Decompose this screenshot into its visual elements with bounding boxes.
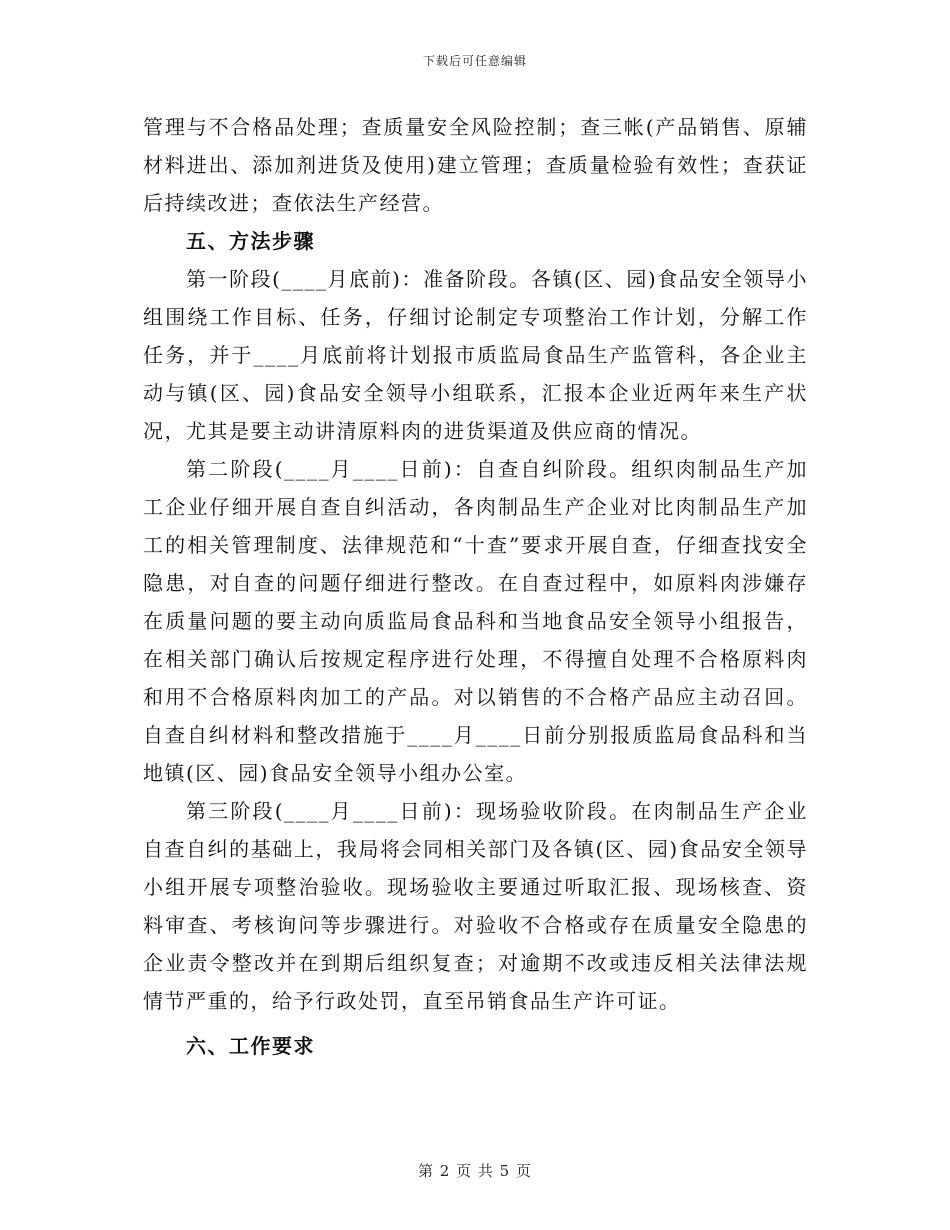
page-footer: 第 2 页 共 5 页 xyxy=(418,1162,532,1180)
paragraph-stage-one: 第一阶段(____月底前)：准备阶段。各镇(区、园)食品安全领导小组围绕工作目标、任务，仔细讨论制定专项整治工作计划，分解工作任务，并于____月底前将计划报市质监局食品生产监管科，各企业主动与镇(区、园)食品安全领导小组联系，汇报本企业近两年来生产状况，尤其是要主动讲清原料肉的进货渠道及供应商的情况。 xyxy=(143,267,808,443)
paragraph-continued: 管理与不合格品处理；查质量安全风险控制；查三帐(产品销售、原辅材料进出、添加剂进货及使用)建立管理；查质量检验有效性；查获证后持续改进；查依法生产经营。 xyxy=(143,115,808,215)
section-heading-requirements: 六、工作要求 xyxy=(186,1034,315,1058)
paragraph-stage-three: 第三阶段(____月____日前)：现场验收阶段。在肉制品生产企业自查自纠的基础上，我局将会同相关部门及各镇(区、园)食品安全领导小组开展专项整治验收。现场验收主要通过听取汇报、现场核查、资料审查、考核询问等步骤进行。对验收不合格或存在质量安全隐患的企业责令整改并在到期后组织复查；对逾期不改或违反相关法律法规情节严重的，给予行政处罚，直至吊销食品生产许可证。 xyxy=(143,799,808,1013)
document-body xyxy=(143,108,808,1065)
page-header: 下载后可任意编辑 xyxy=(422,54,527,68)
paragraph-stage-two: 第二阶段(____月____日前)：自查自纠阶段。组织肉制品生产加工企业仔细开展自查自纠活动，各肉制品生产企业对比肉制品生产加工的相关管理制度、法律规范和“十查”要求开展自查，仔细查找安全隐患，对自查的问题仔细进行整改。在自查过程中，如原料肉涉嫌存在质量问题的要主动向质监局食品科和当地食品安全领导小组报告，在相关部门确认后按规定程序进行处理，不得擅自处理不合格原料肉和用不合格原料肉加工的产品。对以销售的不合格产品应主动召回。自查自纠材料和整改措施于____月____日前分别报质监局食品科和当地镇(区、园)食品安全领导小组办公室。 xyxy=(143,457,808,785)
section-heading-methods: 五、方法步骤 xyxy=(186,229,315,253)
